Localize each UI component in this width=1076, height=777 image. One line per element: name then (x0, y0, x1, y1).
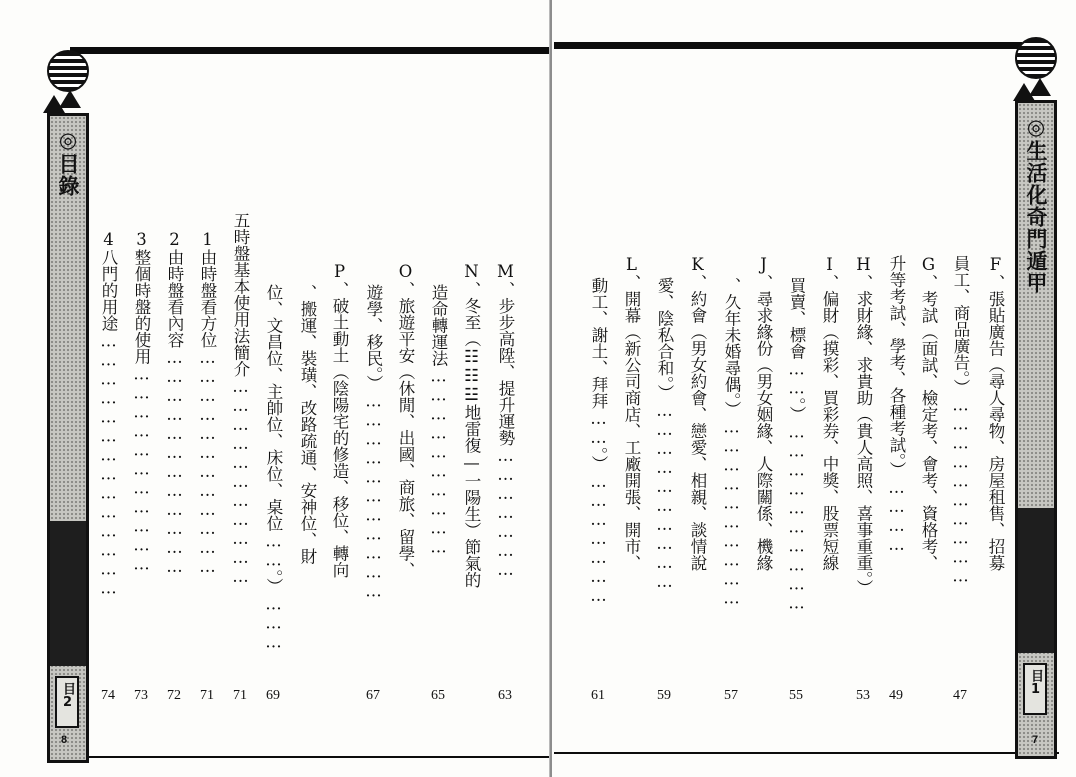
toc-line-K-cont: 愛、陰私合和。）………………………… (655, 277, 674, 591)
right-page (552, 0, 1076, 777)
toc-line-5-1: 1由時盤看方位……………………………… (198, 230, 217, 576)
toc-page-number: 71 (233, 688, 247, 703)
toc-line-5-4: 4八門的用途…………………………………… (99, 230, 118, 598)
toc-line-G: G、考試（面試、檢定考、會考、資格考、 (919, 255, 938, 571)
sidebar-page-tab (55, 676, 79, 728)
sidebar-dark-band (50, 521, 86, 666)
toc-line-N-cont: 造命轉運法………………………… (429, 284, 448, 557)
page-number: 7 (1032, 734, 1039, 746)
toc-line-O: O、旅遊平安（休閒、出國、商旅、留學、 (396, 262, 415, 578)
toc-page-number: 47 (953, 688, 967, 703)
sidebar-tab-label: 目2 (60, 682, 75, 710)
toc-line-L: L、開幕（新公司商店、工廠開張、開市、 (622, 255, 641, 571)
sidebar-title: ◎生活化奇門遁甲 (1024, 115, 1048, 294)
toc-page-number: 65 (431, 688, 445, 703)
toc-line-J-cont: 、久年未婚尋偶。）………………………… (722, 277, 741, 608)
bottom-rule (554, 752, 1059, 754)
toc-line-I-cont: 買賣、標會……。）………………………… (787, 277, 806, 613)
sidebar-page-tab (1023, 663, 1047, 715)
toc-line-N: N、冬至（☷☷☳地雷復—一陽生）節氣的 (462, 262, 481, 588)
chapter-sidebar (1015, 100, 1057, 759)
toc-page-number: 74 (101, 688, 115, 703)
toc-line-P: P、破土動土（陰陽宅的修造、移位、轉向 (330, 262, 349, 578)
toc-line-I: I、偏財（摸彩、買彩券、中獎、股票短線 (820, 255, 839, 571)
sidebar-title: ◎目錄 (56, 128, 80, 197)
top-rule (554, 42, 1022, 49)
toc-page-number: 49 (889, 688, 903, 703)
sun-ornament-icon (1015, 37, 1057, 79)
toc-line-G-cont: 升等考試、學考、各種考試。）………… (887, 255, 906, 554)
sun-ornament-icon (47, 50, 89, 92)
top-rule (70, 47, 550, 54)
chapter-sidebar (47, 113, 89, 763)
toc-line-H: H、求財緣、求貴助（貴人高照、喜事重重。） (854, 255, 873, 596)
toc-line-J: J、尋求緣份（男女姻緣、人際關係、機緣 (754, 255, 773, 571)
toc-page-number: 53 (856, 688, 870, 703)
toc-line-P-cont: 、搬運、裝璜、改路疏通、安神位、財 (298, 284, 317, 565)
toc-page-number: 55 (789, 688, 803, 703)
toc-page-number: 71 (200, 688, 214, 703)
page-number: 8 (61, 734, 68, 746)
toc-page-number: 73 (134, 688, 148, 703)
toc-line-F: F、張貼廣告（尋人尋物、房屋租售、招募 (986, 255, 1005, 571)
toc-line-F-cont: 員工、商品廣告。）………………………… (951, 255, 970, 586)
toc-line-O-cont: 遊學、移民。）…………………………… (364, 284, 383, 601)
toc-page-number: 69 (266, 688, 280, 703)
toc-line-K: K、約會（男女約會、戀愛、相親、談情說 (688, 255, 707, 571)
toc-page-number: 63 (498, 688, 512, 703)
toc-page-number: 61 (591, 688, 605, 703)
toc-page-number: 72 (167, 688, 181, 703)
mountain-icon (1029, 78, 1051, 96)
toc-line-P-cont2: 位、文昌位、主帥位、床位、桌位……。）……… (264, 284, 283, 652)
toc-line-M: M、步步高陞、提升運勢………………… (496, 262, 515, 579)
toc-page-number: 57 (724, 688, 738, 703)
toc-line-L-cont: 動工、謝土、拜拜……。）………………… (589, 277, 608, 605)
sidebar-dark-band (1018, 508, 1054, 653)
sidebar-tab-label: 目1 (1028, 669, 1043, 697)
toc-page-number: 59 (657, 688, 671, 703)
toc-line-5-2: 2由時盤看內容……………………………… (165, 230, 184, 576)
bottom-rule (52, 756, 549, 758)
toc-line-section-5: 五時盤基本使用法簡介…………………………… (231, 212, 250, 586)
toc-line-5-3: 3整個時盤的使用…………………………… (132, 230, 151, 574)
mountain-icon (59, 90, 81, 108)
toc-page-number: 67 (366, 688, 380, 703)
